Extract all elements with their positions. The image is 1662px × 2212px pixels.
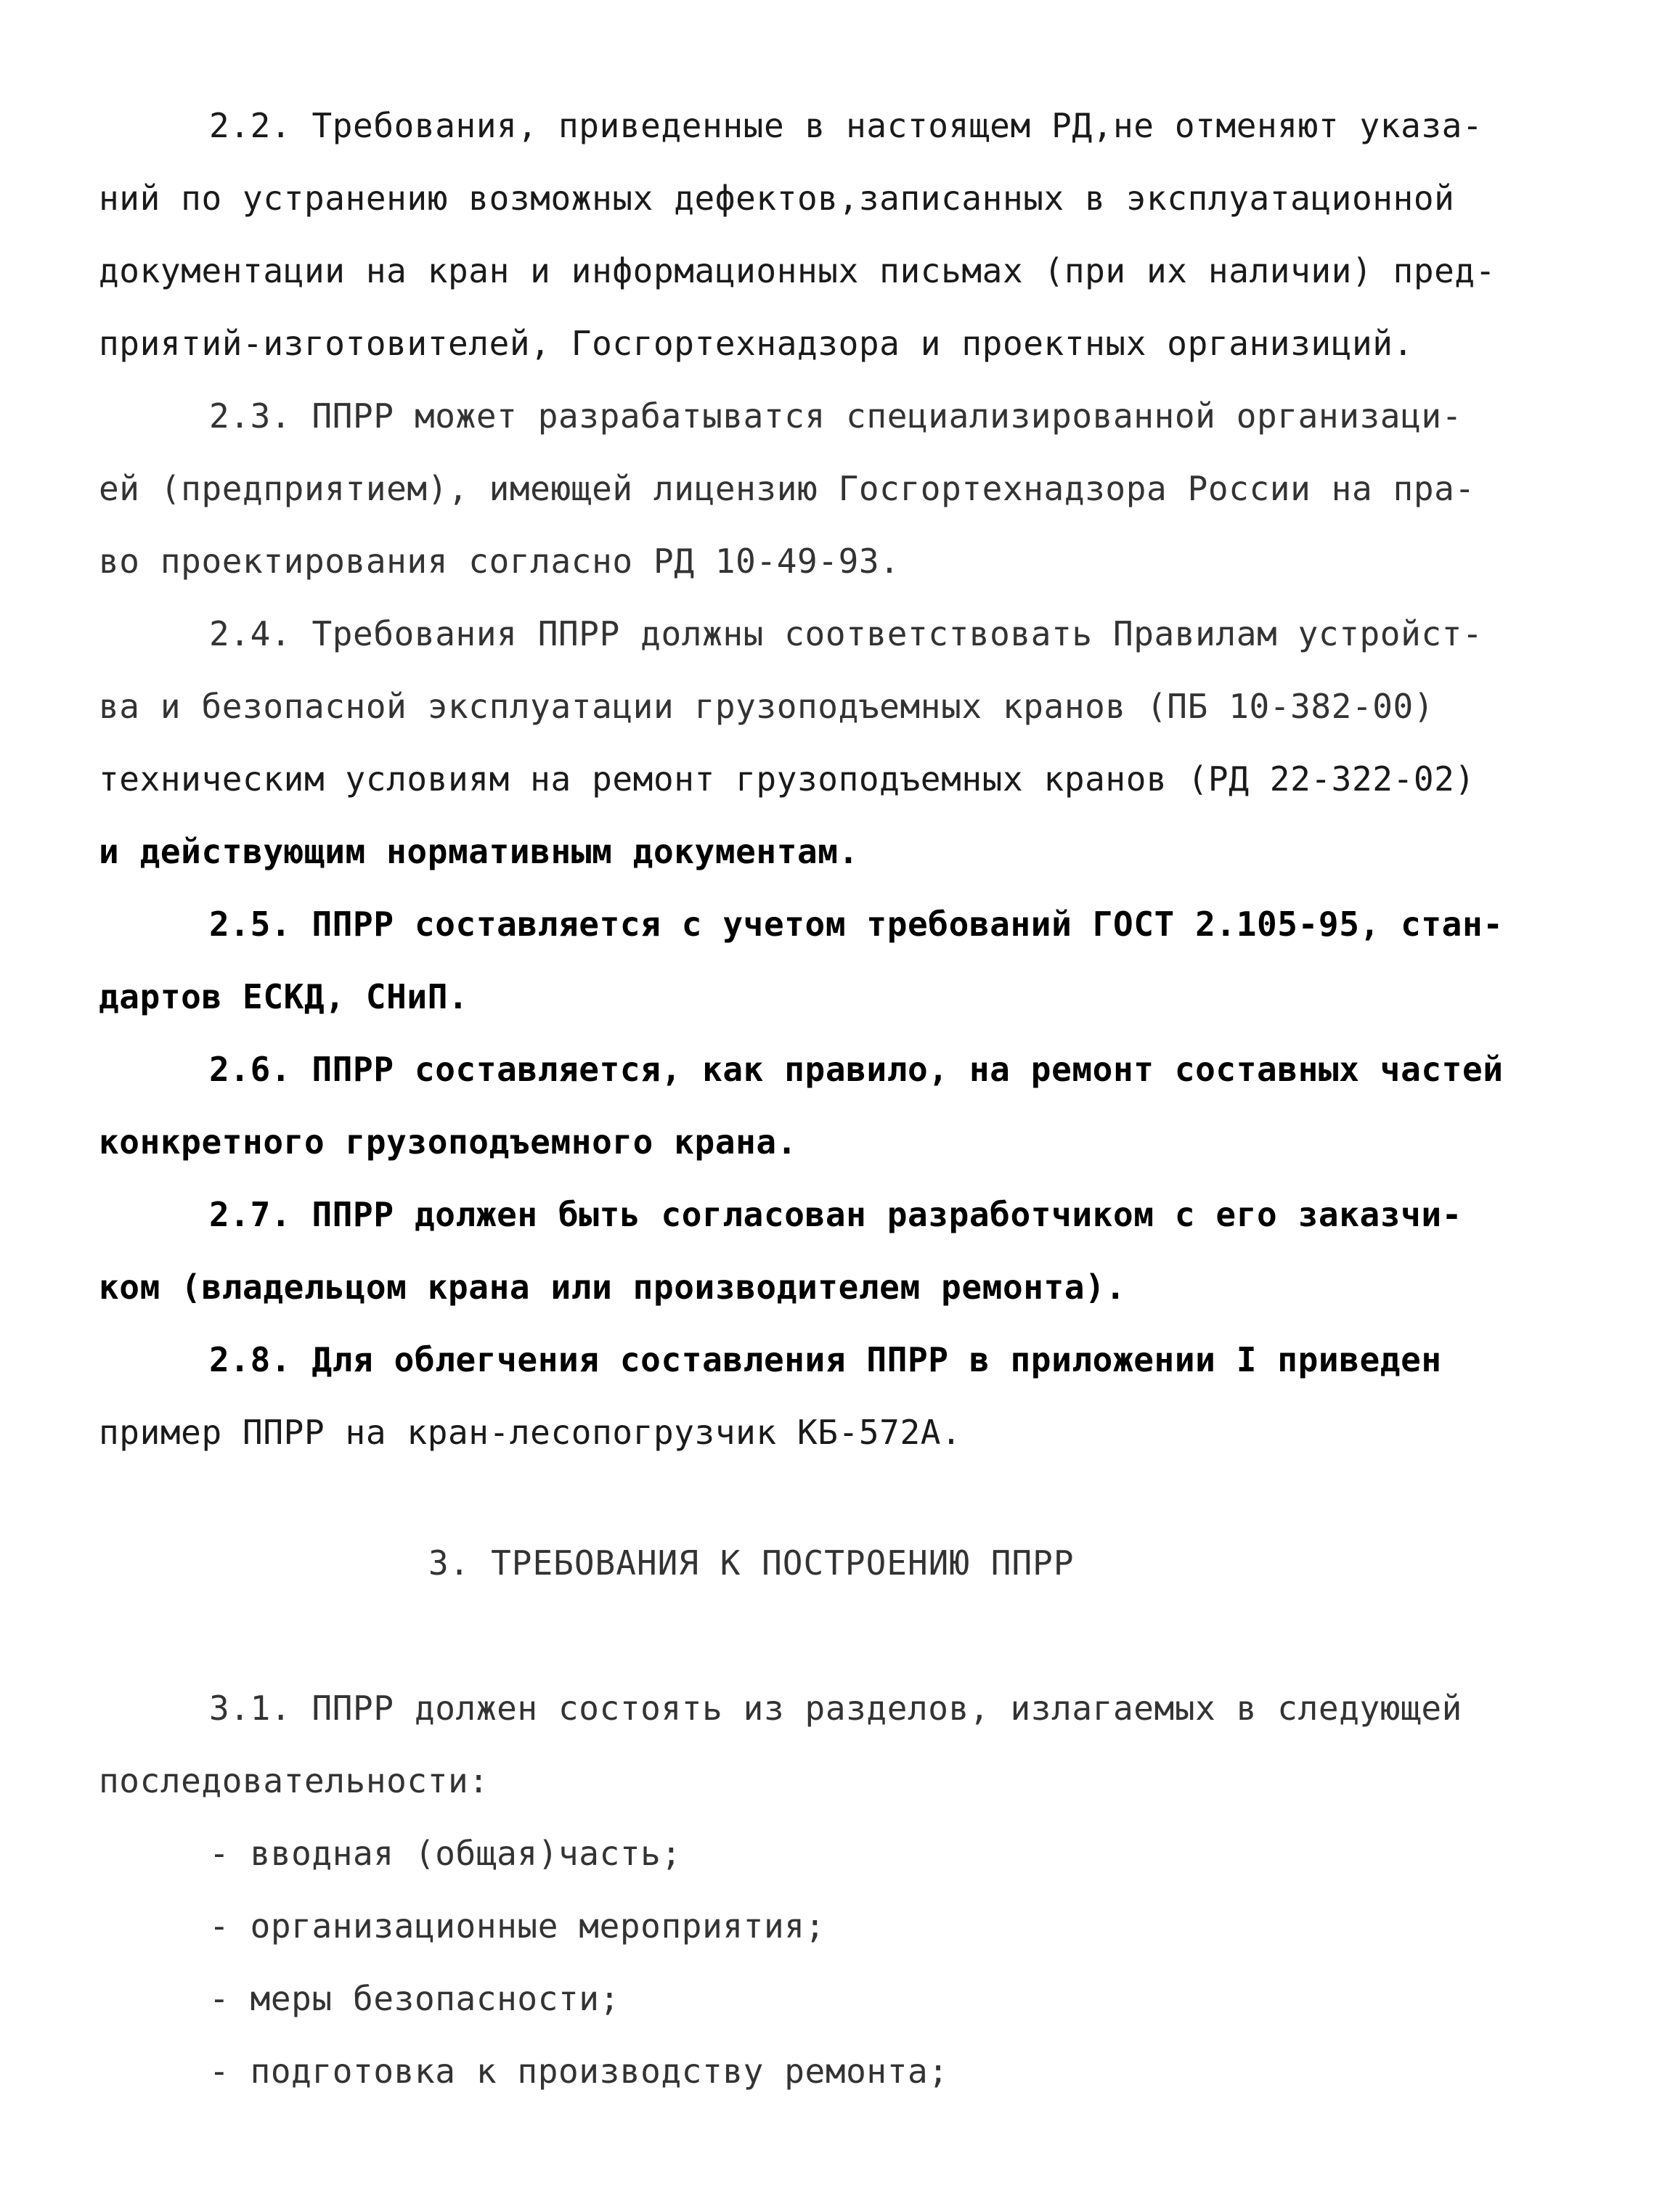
paragraph-2-5-line-1: 2.5. ППРР составляется с учетом требований ГОСТ 2.105-95, стан- — [209, 905, 1504, 944]
list-item: - подготовка к производству ремонта; — [209, 2052, 949, 2091]
paragraph-3-1-line-1: 3.1. ППРР должен состоять из разделов, излагаемых в следующей — [209, 1689, 1462, 1728]
paragraph-2-8-line-2: пример ППРР на кран-лесопогрузчик КБ-572А. — [99, 1413, 962, 1452]
paragraph-2-3-line-1: 2.3. ППРР может разрабатыватся специализированной организаци- — [209, 396, 1462, 436]
list-item: - меры безопасности; — [209, 1979, 620, 2018]
paragraph-2-2-line-4: приятий-изготовителей, Госгортехнадзора и проектных организиций. — [99, 324, 1414, 363]
paragraph-2-6-line-1: 2.6. ППРР составляется, как правило, на ремонт составных частей — [209, 1050, 1504, 1089]
paragraph-2-2-line-2: ний по устранению возможных дефектов,записанных в эксплуатационной — [99, 179, 1455, 218]
list-item: - организационные мероприятия; — [209, 1906, 826, 1946]
paragraph-2-2-line-1: 2.2. Требования, приведенные в настоящем РД,не отменяют указа- — [209, 106, 1483, 145]
paragraph-2-2-line-3: документации на кран и информационных письмах (при их наличии) пред- — [99, 251, 1496, 290]
list-item: - вводная (общая)часть; — [209, 1834, 682, 1873]
paragraph-2-5-line-2: дартов ЕСКД, СНиП. — [99, 977, 469, 1016]
paragraph-2-8-line-1: 2.8. Для облегчения составления ППРР в приложении I приведен — [209, 1340, 1442, 1379]
paragraph-2-3-line-2: ей (предприятием), имеющей лицензию Госгортехнадзора России на пра- — [99, 469, 1475, 508]
paragraph-2-6-line-2: конкретного грузоподъемного крана. — [99, 1122, 798, 1162]
paragraph-2-7-line-1: 2.7. ППРР должен быть согласован разработчиком с его заказчи- — [209, 1195, 1462, 1234]
paragraph-3-1-line-2: последовательности: — [99, 1761, 489, 1800]
paragraph-2-4-line-4: и действующим нормативным документам. — [99, 832, 859, 871]
paragraph-2-7-line-2: ком (владельцом крана или производителем ремонта). — [99, 1268, 1126, 1307]
section-heading: 3. ТРЕБОВАНИЯ К ПОСТРОЕНИЮ ППРР — [428, 1543, 1075, 1583]
paragraph-2-4-line-3: техническим условиям на ремонт грузоподъемных кранов (РД 22-322-02) — [99, 759, 1475, 799]
paragraph-2-4-line-2: ва и безопасной эксплуатации грузоподъемных кранов (ПБ 10-382-00) — [99, 687, 1435, 726]
paragraph-2-4-line-1: 2.4. Требования ППРР должны соответствовать Правилам устройст- — [209, 614, 1483, 653]
paragraph-2-3-line-3: во проектирования согласно РД 10-49-93. — [99, 542, 900, 581]
